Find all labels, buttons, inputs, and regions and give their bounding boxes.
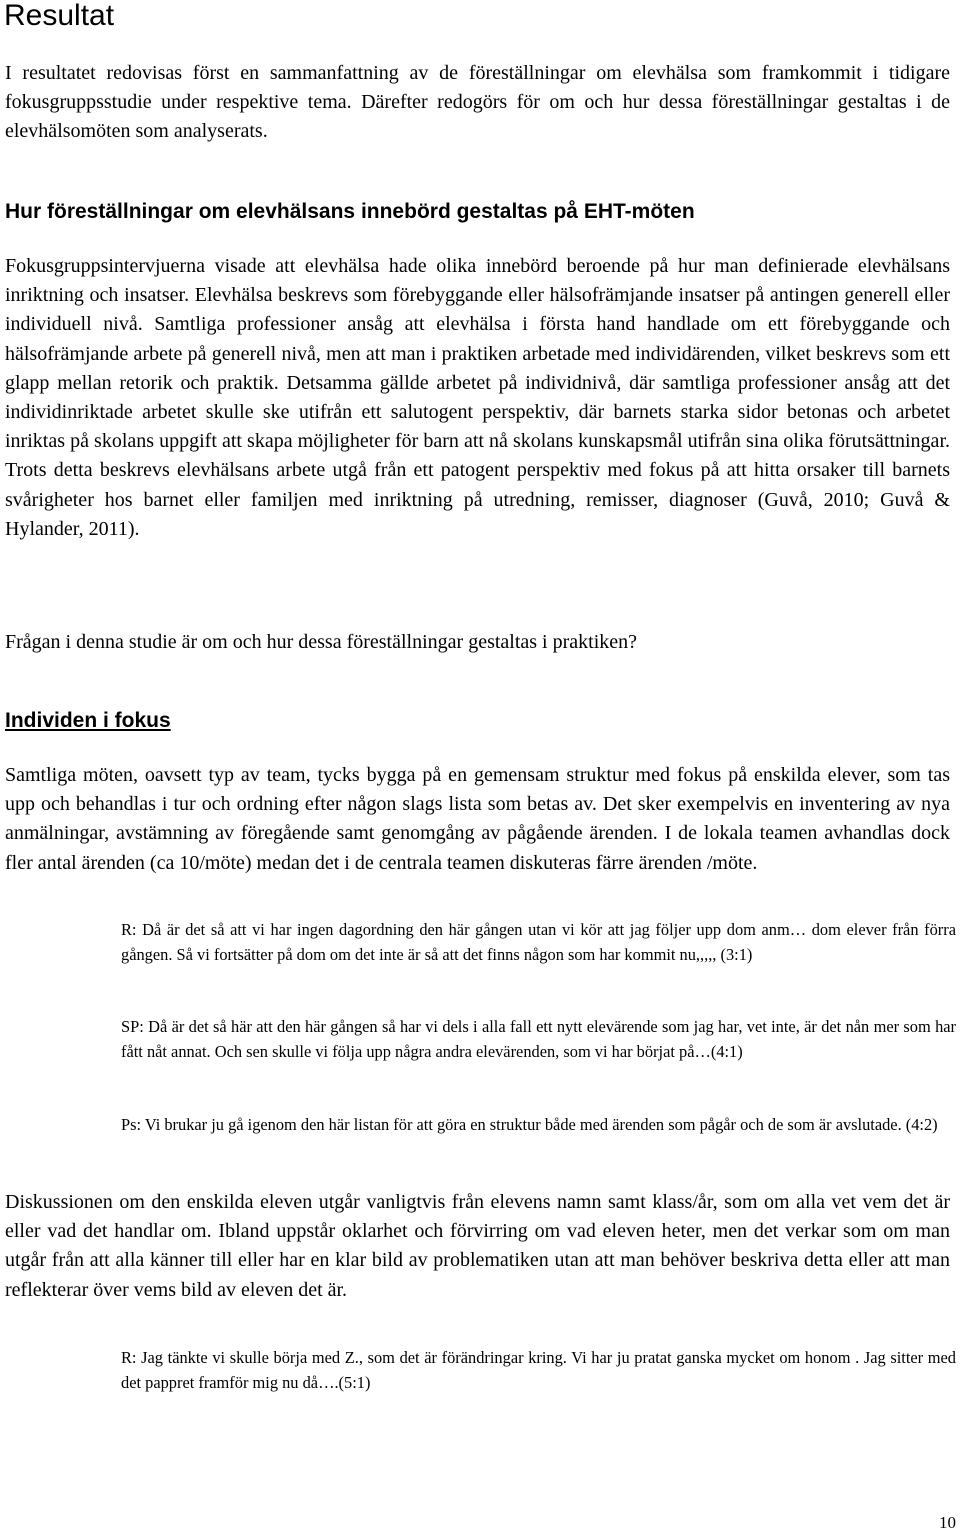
interview-quote: Ps: Vi brukar ju gå igenom den här listan för att göra en struktur både med ärenden som pågår och de som är avslutade. (4:2) [121, 1115, 938, 1134]
section2-paragraph-2: Diskussionen om den enskilda eleven utgår vanligtvis från elevens namn samt klass/år, som om alla vet vem det är eller vad det handlar om. Ibland uppstår oklarhet och förvirring om vad eleven heter, men det verkar som om man utgår från att alla känner till eller har en klar bild av problematiken utan att man behöver beskriva detta eller att man reflekterar över vems bild av eleven det är. [5, 1191, 950, 1301]
intro-paragraph: I resultatet redovisas först en sammanfattning av de föreställningar om elevhälsa som framkommit i tidigare fokusgruppsstudie under respektive tema. Därefter redogörs för om och hur dessa föreställningar gestaltas i de elevhälsomöten som analyserats. [5, 62, 950, 143]
page-heading: Resultat [4, 0, 115, 32]
section1-paragraph-2: Frågan i denna studie är om och hur dessa föreställningar gestaltas i praktiken? [5, 631, 638, 653]
page-number: 10 [939, 1513, 956, 1532]
section-heading-individen: Individen i fokus [5, 709, 171, 732]
interview-quote: R: Jag tänkte vi skulle börja med Z., som det är förändringar kring. Vi har ju pratat ganska mycket om honom . Jag sitter med det pappret framför mig nu då….(5:1) [121, 1348, 956, 1392]
section1-paragraph-1: Fokusgruppsintervjuerna visade att elevhälsa hade olika innebörd beroende på hur man definierade elevhälsans inriktning och insatser. Elevhälsa beskrevs som förebyggande eller hälsofrämjande insatser på antingen generell eller individuell nivå. Samtliga professioner ansåg att elevhälsa i första hand handlade om ett förebyggande och hälsofrämjande arbete på generell nivå, men att man i praktiken arbetade med individärenden, vilket beskrevs som ett glapp mellan retorik och praktik. Detsamma gällde arbetet på individnivå, där samtliga professioner ansåg att det individinriktade arbetet skulle ske utifrån ett salutogent perspektiv, där barnets starka sidor betonas och arbetet inriktas på skolans uppgift att skapa möjligheter för barn att nå skolans kunskapsmål utifrån sina olika förutsättningar. Trots detta beskrevs elevhälsans arbete utgå från ett patogent perspektiv med fokus på att hitta orsaker till barnets svårigheter hos barnet eller familjen med inriktning på utredning, remisser, diagnoser (Guvå, 2010; Guvå & Hylander, 2011). [5, 255, 950, 540]
interview-quote: R: Då är det så att vi har ingen dagordning den här gången utan vi kör att jag följer upp dom anm… dom elever från förra gången. Så vi fortsätter på dom om det inte är så att det finns någon som har kommit nu,,,,, (3:1) [121, 920, 956, 964]
section-heading-eht: Hur föreställningar om elevhälsans innebörd gestaltas på EHT-möten [5, 200, 695, 223]
section2-paragraph-1: Samtliga möten, oavsett typ av team, tycks bygga på en gemensam struktur med fokus på enskilda elever, som tas upp och behandlas i tur och ordning efter någon slags lista som betas av. Det sker exempelvis en inventering av nya anmälningar, avstämning av föregående samt genomgång av pågående ärenden. I de lokala teamen avhandlas dock fler antal ärenden (ca 10/möte) medan det i de centrala teamen diskuteras färre ärenden /möte. [5, 764, 950, 874]
interview-quote: SP: Då är det så här att den här gången så har vi dels i alla fall ett nytt elevärende som jag har, vet inte, är det nån mer som har fått nåt annat. Och sen skulle vi följa upp några andra elevärenden, som vi har börjat på…(4:1) [121, 1017, 956, 1061]
